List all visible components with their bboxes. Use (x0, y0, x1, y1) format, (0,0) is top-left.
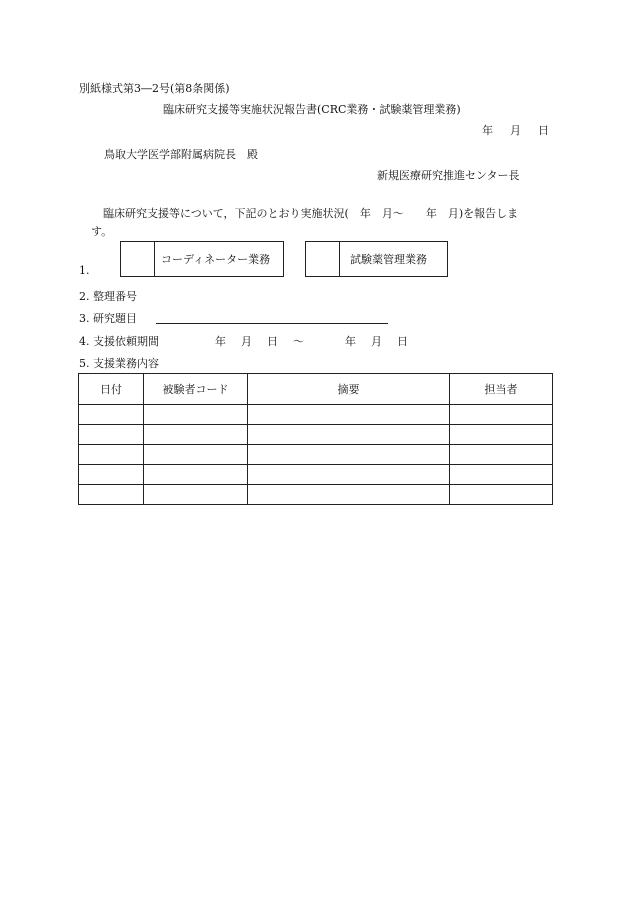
item1-number: 1. (79, 264, 90, 277)
body-text-line2: す。 (91, 225, 113, 238)
table-cell[interactable] (248, 425, 450, 445)
drug-option-label: 試験薬管理業務 (350, 253, 427, 266)
table-cell[interactable] (450, 465, 553, 485)
sender: 新規医療研究推進センター長 (377, 169, 520, 182)
support-period: 年 月 日 ～ 年 月 日 (215, 335, 410, 348)
table-row (79, 485, 553, 505)
table-cell[interactable] (248, 465, 450, 485)
item4-label: 4. 支援依頼期間 (79, 335, 159, 348)
table-row (79, 405, 553, 425)
table-cell[interactable] (79, 405, 144, 425)
table-cell[interactable] (248, 405, 450, 425)
crc-option-box (120, 241, 284, 277)
crc-option-label: コーディネーター業務 (161, 253, 271, 266)
table-cell[interactable] (144, 485, 248, 505)
drug-option-box (305, 241, 448, 277)
table-cell[interactable] (79, 465, 144, 485)
support-table (78, 373, 553, 505)
item2-label: 2. 整理番号 (79, 290, 137, 303)
table-cell[interactable] (248, 445, 450, 465)
table-header-row (79, 374, 553, 405)
table-cell[interactable] (450, 445, 553, 465)
header-person-in-charge: 担当者 (450, 374, 553, 405)
table-cell[interactable] (79, 485, 144, 505)
table-cell[interactable] (144, 445, 248, 465)
drug-checkbox[interactable] (306, 242, 340, 276)
addressee: 鳥取大学医学部附属病院長 殿 (104, 148, 258, 161)
item5-label: 5. 支援業務内容 (79, 357, 159, 370)
page-title: 臨床研究支援等実施状況報告書(CRC業務・試験薬管理業務) (163, 103, 461, 116)
table-cell[interactable] (450, 425, 553, 445)
crc-checkbox[interactable] (121, 242, 155, 276)
table-cell[interactable] (450, 405, 553, 425)
header-summary: 摘要 (248, 374, 450, 405)
table-row (79, 465, 553, 485)
report-date: 年 月 日 (482, 124, 552, 137)
research-title-line[interactable] (156, 323, 388, 324)
item3-label: 3. 研究題目 (79, 312, 137, 325)
table-cell[interactable] (79, 425, 144, 445)
table-cell[interactable] (450, 485, 553, 505)
header-date: 日付 (79, 374, 144, 405)
table-cell[interactable] (248, 485, 450, 505)
table-cell[interactable] (79, 445, 144, 465)
table-row (79, 425, 553, 445)
table-cell[interactable] (144, 465, 248, 485)
body-text-line1: 臨床研究支援等について，下記のとおり実施状況( 年 月～ 年 月)を報告しま (103, 207, 519, 220)
table-cell[interactable] (144, 425, 248, 445)
table-cell[interactable] (144, 405, 248, 425)
table-row (79, 445, 553, 465)
header-subject-code: 被験者コード (144, 374, 248, 405)
form-number: 別紙様式第3―2号(第8条関係) (79, 82, 230, 95)
